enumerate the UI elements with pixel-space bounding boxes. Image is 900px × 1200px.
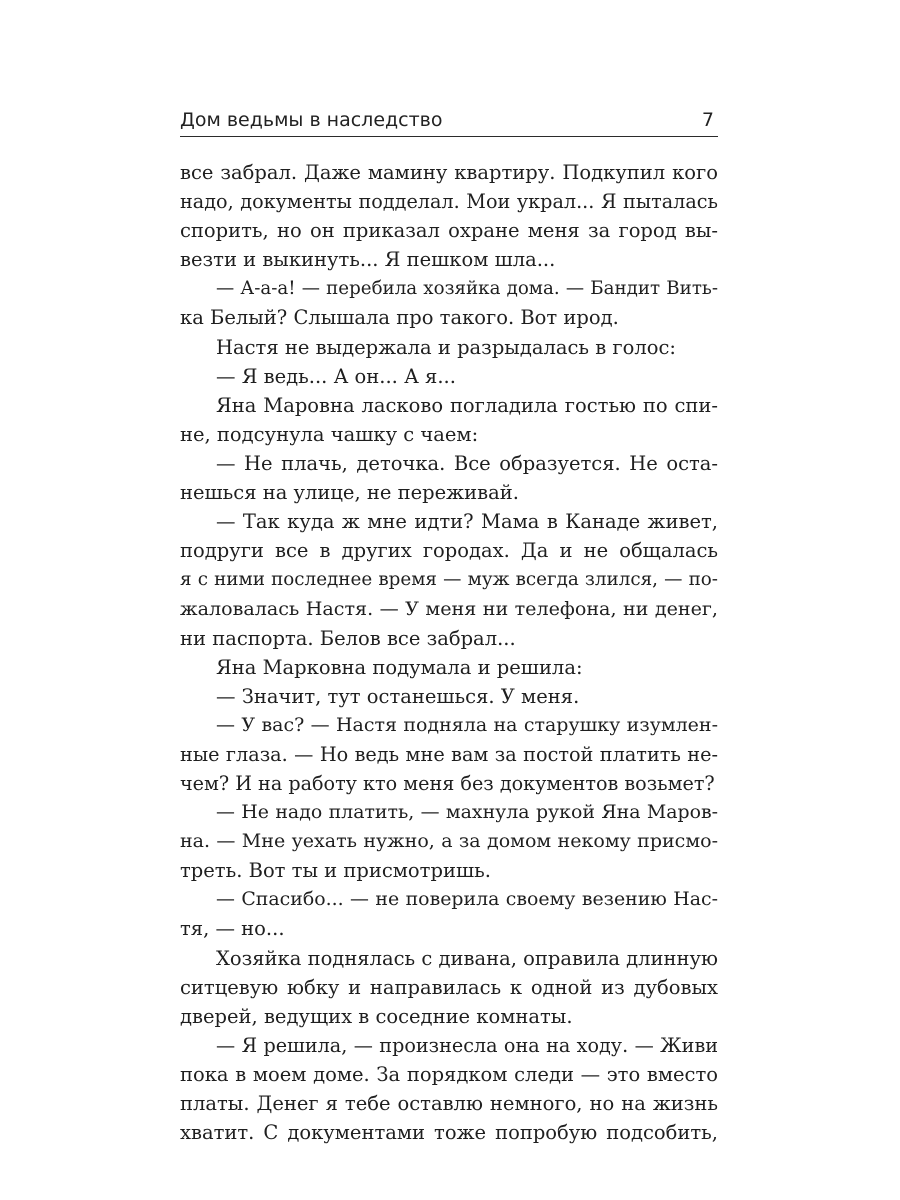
text-line: не, подсунула чашку с чаем: — [180, 422, 479, 446]
text-line: на. — Мне уехать нужно, а за домом некому присмо- — [180, 830, 718, 853]
text-line: дверей, ведущих в соседние комнаты. — [180, 1004, 573, 1028]
text-line: — У вас? — Настя подняла на старушку изумлен- — [216, 713, 718, 736]
text-line: — Спасибо... — не поверила своему везению Нас- — [216, 888, 718, 911]
text-line: Яна Маровна ласково погладила гостью по спи- — [216, 393, 718, 417]
text-line: надо, документы подделал. Мои украл... Я пыталась — [180, 190, 718, 214]
text-line: треть. Вот ты и присмотришь. — [180, 859, 491, 883]
text-line: нешься на улице, не переживай. — [180, 481, 519, 505]
page-number: 7 — [701, 109, 714, 131]
text-line: — Не плачь, деточка. Все образуется. Не оста- — [216, 451, 718, 475]
text-line: ные глаза. — Но ведь мне вам за постой платить не- — [180, 742, 718, 766]
text-line: — Не надо платить, — махнула рукой Яна Маров- — [216, 801, 718, 824]
text-line: спорить, но он приказал охране меня за город вы- — [180, 219, 718, 243]
text-line: пока в моем доме. За порядком следи — это вместо — [180, 1062, 718, 1086]
text-line: хватит. С документами тоже попробую подсобить, — [180, 1121, 718, 1145]
text-line: — Я решила, — произнесла она на ходу. — Живи — [216, 1033, 718, 1057]
text-line: везти и выкинуть... Я пешком шла... — [180, 248, 556, 272]
text-line: тя, — но... — [180, 917, 285, 941]
text-line: чем? И на работу кто меня без документов возьмет? — [180, 771, 715, 795]
text-line: — Я ведь... А он... А я... — [216, 364, 456, 388]
body-text — [180, 158, 718, 1147]
text-line: я с ними последнее время — муж всегда злился, — по- — [180, 569, 718, 591]
text-line: ситцевую юбку и направилась к одной из дубовых — [180, 975, 718, 999]
text-line: Хозяйка поднялась с дивана, оправила длинную — [216, 946, 718, 970]
text-line: — Значит, тут останешься. У меня. — [216, 684, 580, 708]
text-line: ка Белый? Слышала про такого. Вот ирод. — [180, 306, 619, 330]
text-line: Настя не выдержала и разрыдалась в голос: — [216, 335, 676, 359]
text-line: Яна Марковна подумала и решила: — [216, 655, 583, 679]
text-line: платы. Денег я тебе оставлю немного, но на жизнь — [180, 1092, 718, 1115]
running-header — [180, 106, 718, 137]
text-line: — А-а-а! — перебила хозяйка дома. — Бандит Вить- — [216, 278, 718, 300]
text-line: все забрал. Даже мамину квартиру. Подкупил кого — [180, 161, 718, 184]
book-title: Дом ведьмы в наследство — [180, 109, 443, 131]
text-line: — Так куда ж мне идти? Мама в Канаде живет, — [216, 510, 718, 534]
text-line: подруги все в других городах. Да и не общалась — [180, 539, 718, 563]
text-line: жаловалась Настя. — У меня ни телефона, ни денег, — [180, 597, 718, 621]
text-line: ни паспорта. Белов все забрал... — [180, 626, 516, 650]
